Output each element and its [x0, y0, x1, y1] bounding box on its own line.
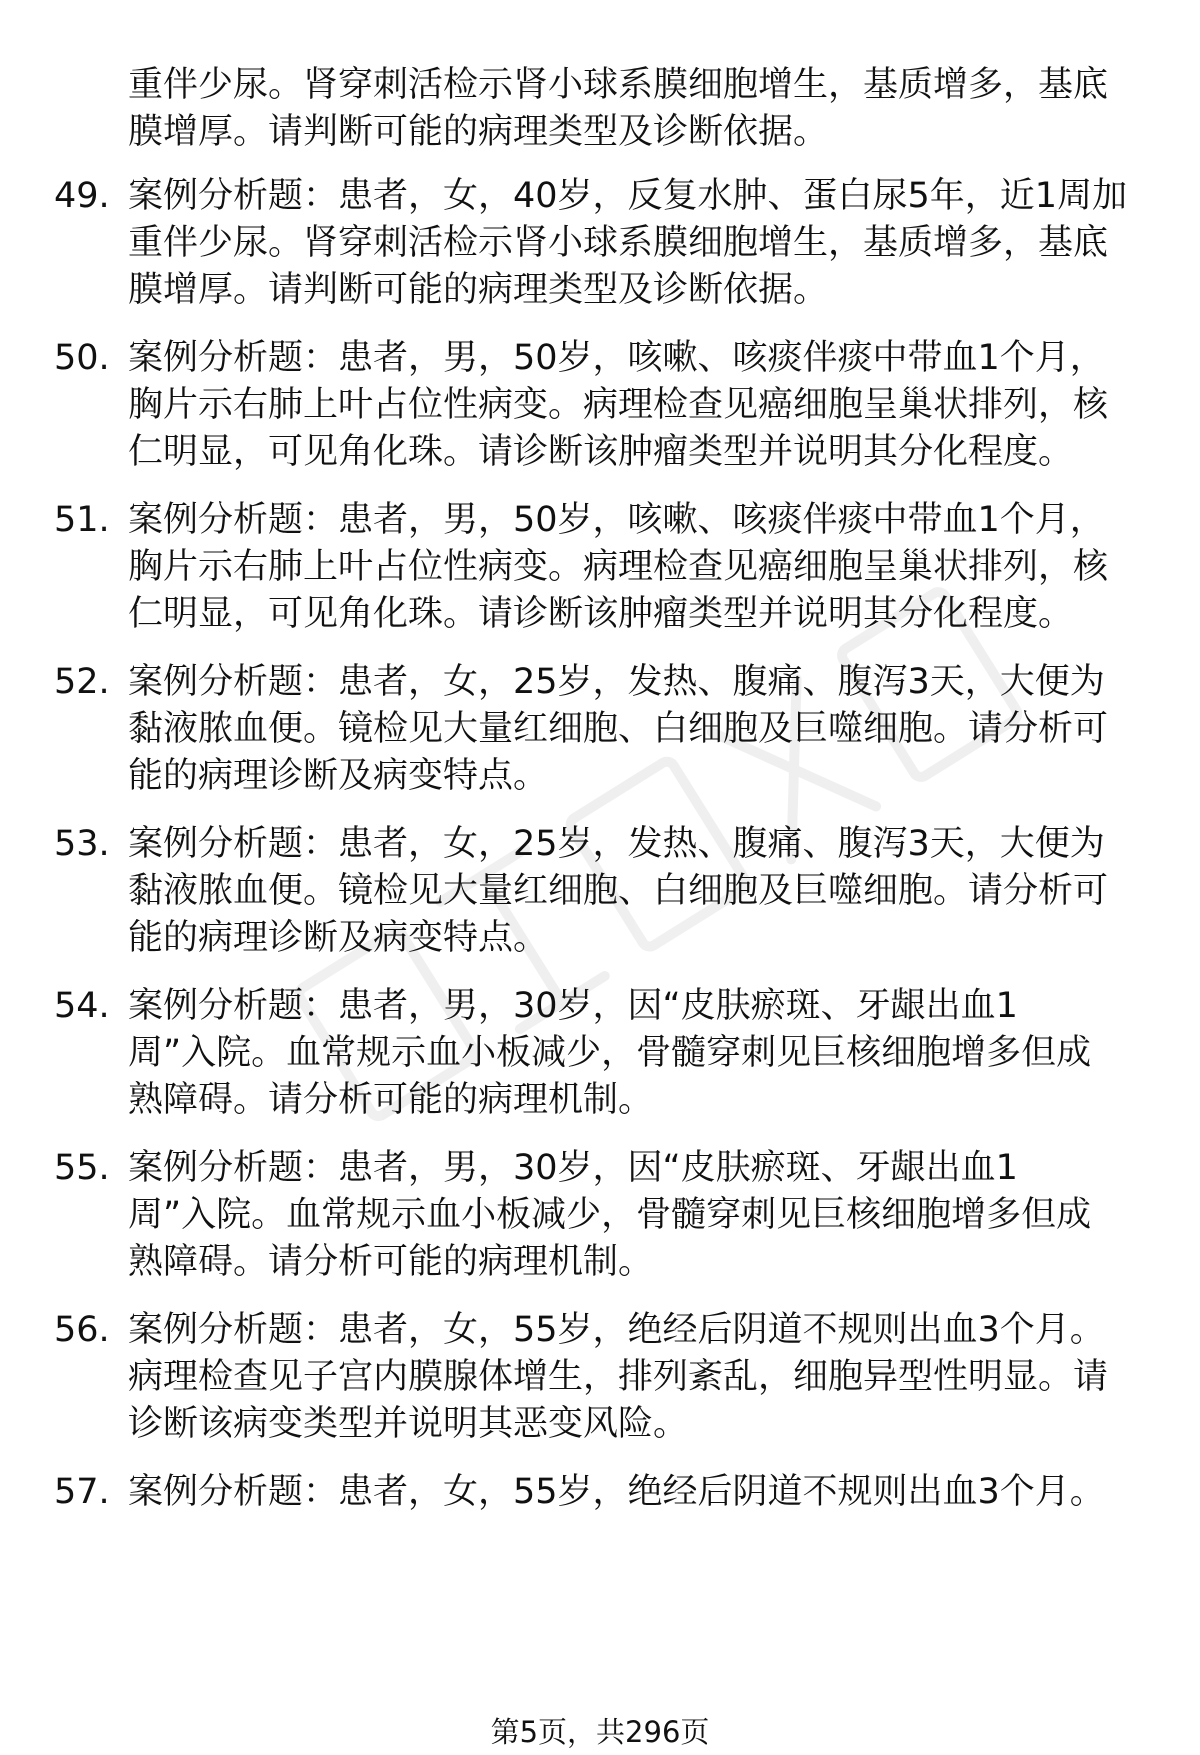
text-line: 能的病理诊断及病变特点。 [128, 756, 549, 796]
text-line: 案例分析题：患者，男，50岁，咳嗽、咳痰伴痰中带血1个月， [128, 500, 1105, 540]
text-line: 膜增厚。请判断可能的病理类型及诊断依据。 [128, 270, 829, 310]
question-text [128, 1145, 1138, 1286]
text-line: 案例分析题：患者，女，25岁，发热、腹痛、腹泻3天，大便为 [128, 662, 1105, 702]
text-line: 重伴少尿。肾穿刺活检示肾小球系膜细胞增生，基质增多，基底 [128, 65, 1109, 105]
text-line: 周”入院。血常规示血小板减少，骨髓穿刺见巨核细胞增多但成 [128, 1195, 1092, 1235]
continued-question-text [128, 62, 1138, 156]
question-text [128, 1307, 1138, 1448]
question-number: 53. [54, 824, 110, 864]
question-text [128, 659, 1138, 800]
text-line: 重伴少尿。肾穿刺活检示肾小球系膜细胞增生，基质增多，基底 [128, 223, 1109, 263]
page-number-footer: 第5页，共296页 [490, 1715, 710, 1749]
text-line: 案例分析题：患者，女，55岁，绝经后阴道不规则出血3个月。 [128, 1472, 1105, 1512]
question-number: 57. [54, 1472, 110, 1512]
text-line: 诊断该病变类型并说明其恶变风险。 [128, 1404, 689, 1444]
question-text [128, 983, 1138, 1124]
question-text [128, 821, 1138, 962]
text-line: 熟障碍。请分析可能的病理机制。 [128, 1080, 654, 1120]
question-text [128, 1469, 1138, 1516]
question-number: 52. [54, 662, 110, 702]
question-text [128, 497, 1138, 638]
text-line: 案例分析题：患者，男，30岁，因“皮肤瘀斑、牙龈出血1 [128, 1148, 1018, 1188]
text-line: 案例分析题：患者，女，55岁，绝经后阴道不规则出血3个月。 [128, 1310, 1105, 1350]
text-line: 案例分析题：患者，女，40岁，反复水肿、蛋白尿5年，近1周加 [128, 176, 1128, 216]
question-number: 50. [54, 338, 110, 378]
text-line: 黏液脓血便。镜检见大量红细胞、白细胞及巨噬细胞。请分析可 [128, 709, 1109, 749]
text-line: 黏液脓血便。镜检见大量红细胞、白细胞及巨噬细胞。请分析可 [128, 871, 1109, 911]
text-line: 案例分析题：患者，男，30岁，因“皮肤瘀斑、牙龈出血1 [128, 986, 1018, 1026]
text-line: 能的病理诊断及病变特点。 [128, 918, 549, 958]
question-number: 56. [54, 1310, 110, 1350]
text-line: 熟障碍。请分析可能的病理机制。 [128, 1242, 654, 1282]
question-number: 51. [54, 500, 110, 540]
question-text [128, 335, 1138, 476]
question-number: 54. [54, 986, 110, 1026]
text-line: 周”入院。血常规示血小板减少，骨髓穿刺见巨核细胞增多但成 [128, 1033, 1092, 1073]
text-line: 案例分析题：患者，男，50岁，咳嗽、咳痰伴痰中带血1个月， [128, 338, 1105, 378]
text-line: 胸片示右肺上叶占位性病变。病理检查见癌细胞呈巢状排列，核 [128, 385, 1109, 425]
question-number: 49. [54, 176, 110, 216]
text-line: 膜增厚。请判断可能的病理类型及诊断依据。 [128, 112, 829, 152]
text-line: 胸片示右肺上叶占位性病变。病理检查见癌细胞呈巢状排列，核 [128, 547, 1109, 587]
question-number: 55. [54, 1148, 110, 1188]
question-text [128, 173, 1138, 314]
text-line: 病理检查见子宫内膜腺体增生，排列紊乱，细胞异型性明显。请 [128, 1357, 1109, 1397]
text-line: 仁明显，可见角化珠。请诊断该肿瘤类型并说明其分化程度。 [128, 432, 1074, 472]
text-line: 案例分析题：患者，女，25岁，发热、腹痛、腹泻3天，大便为 [128, 824, 1105, 864]
text-line: 仁明显，可见角化珠。请诊断该肿瘤类型并说明其分化程度。 [128, 594, 1074, 634]
